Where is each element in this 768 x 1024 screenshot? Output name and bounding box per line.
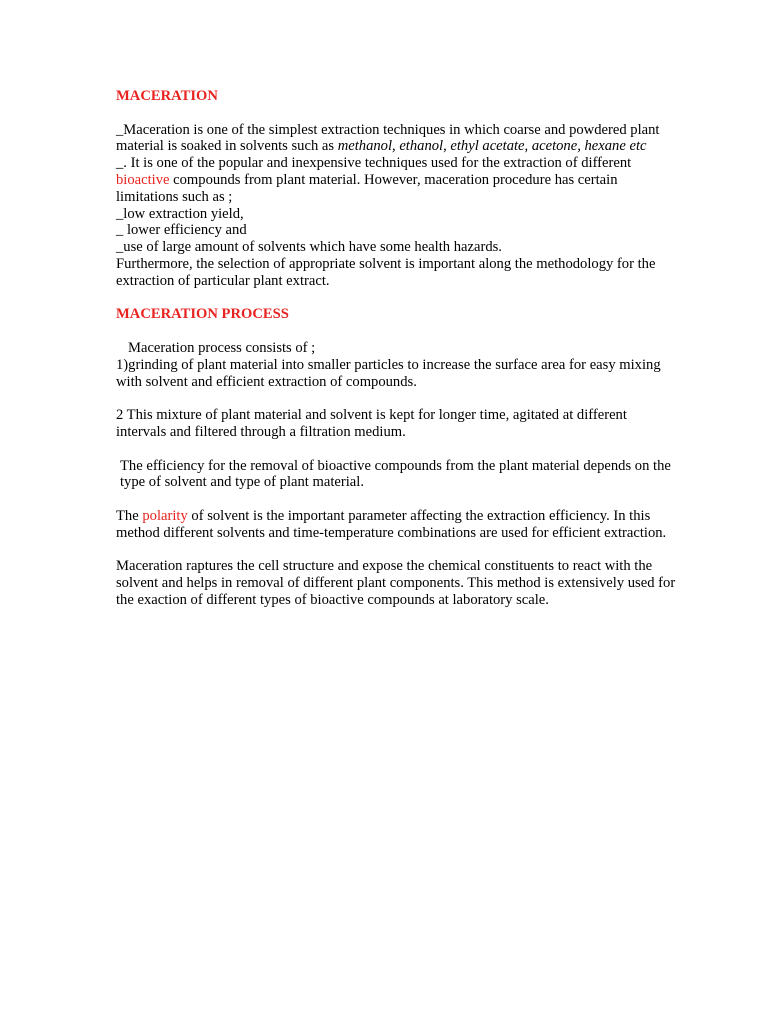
spacer bbox=[116, 491, 676, 508]
popular-text-b: compounds from plant material. However, maceration procedure has certain limitations such as ; bbox=[116, 171, 618, 205]
section-title-maceration-process: MACERATION PROCESS bbox=[116, 306, 289, 323]
polarity-text-b: of solvent is the important parameter affecting the extraction efficiency. In this method different solvents and time-temperature combinations are used for efficient extraction. bbox=[116, 507, 667, 541]
spacer bbox=[116, 105, 676, 122]
bioactive-highlight: bioactive bbox=[116, 171, 170, 188]
spacer bbox=[116, 390, 676, 407]
limitation-item: _low extraction yield, bbox=[116, 205, 244, 222]
polarity-highlight: polarity bbox=[142, 507, 188, 524]
solvent-list: methanol, ethanol, ethyl acetate, acetone, hexane etc bbox=[337, 138, 647, 155]
spacer bbox=[116, 323, 676, 340]
polarity-text-a: The bbox=[116, 507, 143, 524]
step-1-paragraph: 1)grinding of plant material into smaller particles to increase the surface area for easy mixing with solvent and efficient extraction of compounds. bbox=[116, 356, 661, 390]
efficiency-paragraph: The efficiency for the removal of bioactive compounds from the plant material depends on the type of solvent and type of plant material. bbox=[120, 457, 671, 491]
spacer bbox=[116, 441, 676, 458]
document-page bbox=[116, 88, 676, 609]
intro-paragraph bbox=[116, 122, 676, 156]
furthermore-paragraph: Furthermore, the selection of appropriate solvent is important along the methodology for the extraction of particular plant extract. bbox=[116, 255, 656, 289]
ruptures-paragraph: Maceration raptures the cell structure and expose the chemical constituents to react with the solvent and helps in removal of different plant components. This method is extensively used for the exaction of different types of bioactive compounds at laboratory scale. bbox=[116, 558, 676, 608]
intro-text: _Maceration is one of the simplest extraction techniques in which coarse and powdered plant material is soaked in solvents such as bbox=[116, 121, 660, 155]
popular-text-a: _. It is one of the popular and inexpensive techniques used for the extraction of different bbox=[116, 155, 632, 172]
limitation-item: _use of large amount of solvents which have some health hazards. bbox=[116, 239, 502, 256]
section-title-maceration: MACERATION bbox=[116, 88, 218, 104]
limitation-item: _ lower efficiency and bbox=[116, 222, 247, 239]
spacer bbox=[116, 290, 676, 307]
step-2-paragraph: 2 This mixture of plant material and solvent is kept for longer time, agitated at different intervals and filtered through a filtration medium. bbox=[116, 407, 627, 440]
spacer bbox=[116, 542, 676, 559]
polarity-paragraph bbox=[116, 508, 676, 542]
consists-line: Maceration process consists of ; bbox=[128, 339, 316, 356]
popular-paragraph bbox=[116, 155, 676, 205]
